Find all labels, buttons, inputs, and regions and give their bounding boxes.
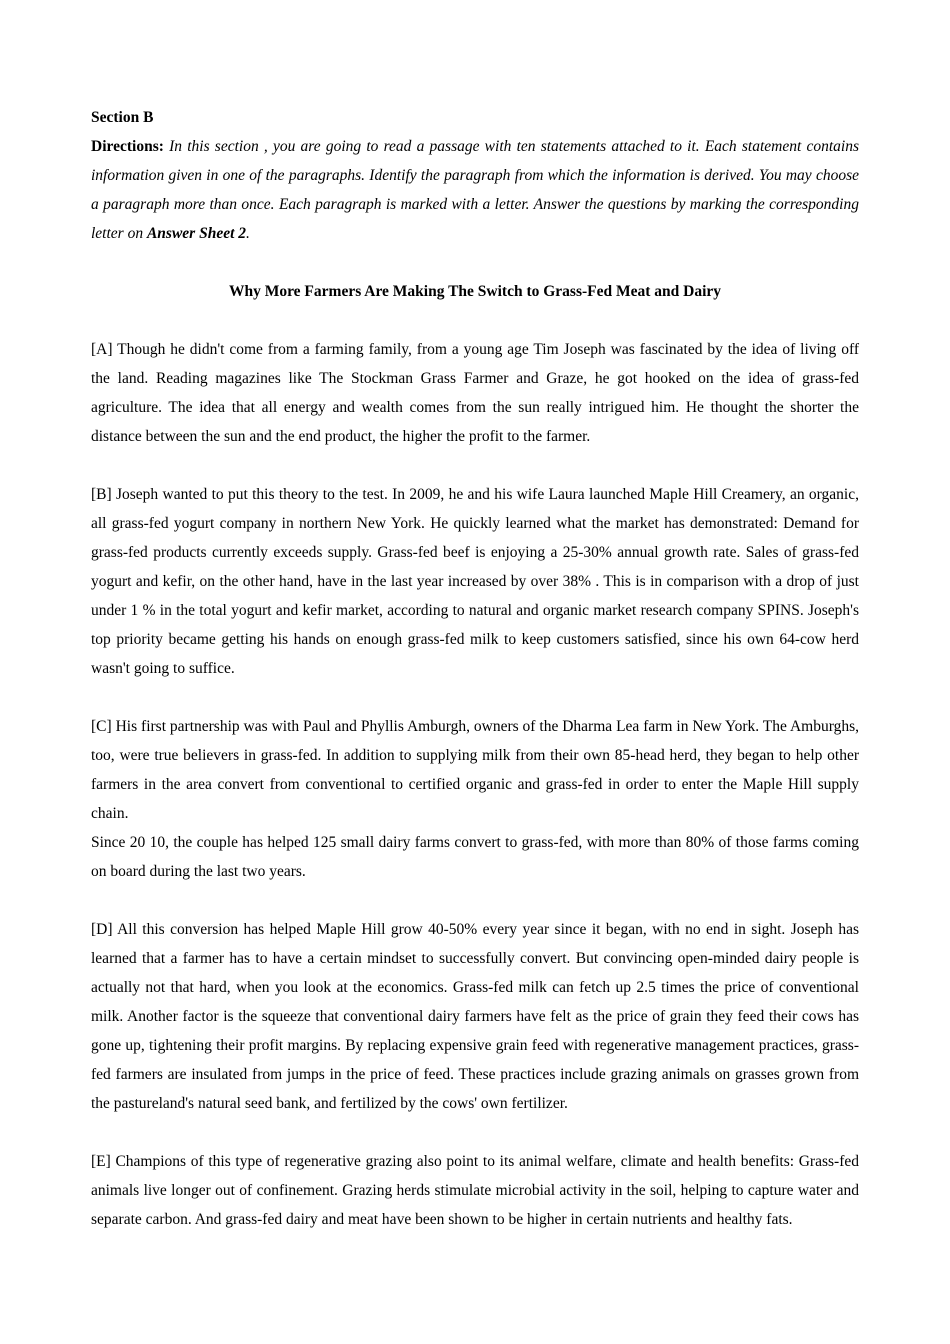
directions-end: . [246,225,250,242]
section-title: Section B [91,109,154,126]
paragraph-c: [C] His first partnership was with Paul and Phyllis Amburgh, owners of the Dharma Lea farm in New York. The Amburghs, too, were true believers in grass-fed. In addition to supplying milk from their own 85-head herd, they began to help other farmers in the area convert from conventional to certified organic and grass-fed in order to enter the Maple Hill supply chain. [91,718,859,822]
directions-label: Directions: [91,138,164,155]
directions [91,132,859,248]
answer-sheet-reference: Answer Sheet 2 [146,225,247,242]
passage-title: Why More Farmers Are Making The Switch to Grass-Fed Meat and Dairy [228,283,722,300]
document-page [91,103,859,1234]
paragraph-e: [E] Champions of this type of regenerative grazing also point to its animal welfare, climate and health benefits: Grass-fed animals live longer out of confinement. Grazing herds stimulate microbial activity in the soil, helping to capture water and separate carbon. And grass-fed dairy and meat have been shown to be higher in certain nutrients and healthy fats. [91,1153,859,1228]
paragraph-a: [A] Though he didn't come from a farming family, from a young age Tim Joseph was fascinated by the idea of living off the land. Reading magazines like The Stockman Grass Farmer and Graze, he got hooked on the idea of grass-fed agriculture. The idea that all energy and wealth comes from the sun really intrigued him. He thought the shorter the distance between the sun and the end product, the higher the profit to the farmer. [91,341,859,445]
paragraph-c-continued: Since 20 10, the couple has helped 125 small dairy farms convert to grass-fed, with more than 80% of those farms coming on board during the last two years. [91,834,859,880]
paragraph-d: [D] All this conversion has helped Maple Hill grow 40-50% every year since it began, with no end in sight. Joseph has learned that a farmer has to have a certain mindset to successfully convert. But convincing open-minded dairy people is actually not that hard, when you look at the economics. Grass-fed milk can fetch up 2.5 times the price of conventional milk. Another factor is the squeeze that conventional dairy farmers have felt as the price of grain they feed their cows has gone up, tightening their profit margins. By replacing expensive grain feed with regenerative management practices, grass-fed farmers are insulated from jumps in the price of feed. These practices include grazing animals on grasses grown from the pastureland's natural seed bank, and fertilized by the cows' own fertilizer. [91,921,859,1112]
paragraph-b: [B] Joseph wanted to put this theory to the test. In 2009, he and his wife Laura launched Maple Hill Creamery, an organic, all grass-fed yogurt company in northern New York. He quickly learned what the market has demonstrated: Demand for grass-fed products currently exceeds supply. Grass-fed beef is enjoying a 25-30% annual growth rate. Sales of grass-fed yogurt and kefir, on the other hand, have in the last year increased by over 38% . This is in comparison with a drop of just under 1 % in the total yogurt and kefir market, according to natural and organic market research company SPINS. Joseph's top priority became getting his hands on enough grass-fed milk to keep customers satisfied, since his own 64-cow herd wasn't going to suffice. [91,486,859,677]
directions-text: In this section , you are going to read a passage with ten statements attached to it. Each statement contains information given in one of the paragraphs. Identify the paragraph from which the information is derived. You may choose a paragraph more than once. Each paragraph is marked with a letter. Answer the questions by marking the corresponding letter on [91,138,859,242]
